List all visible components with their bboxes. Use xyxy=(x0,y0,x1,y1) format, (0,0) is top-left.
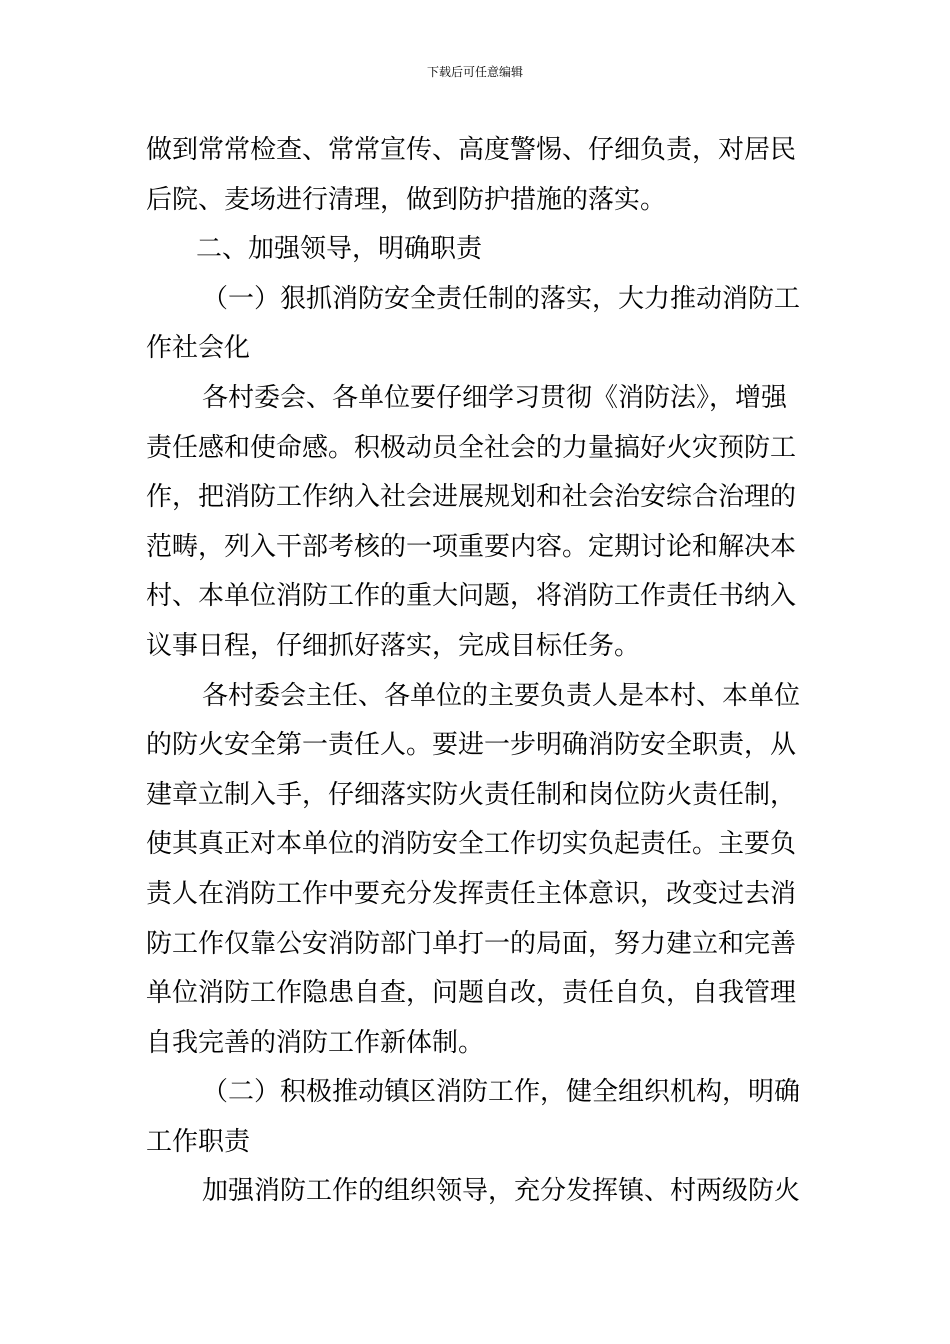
body-line: 建章立制入手，仔细落实防火责任制和岗位防火责任制， xyxy=(146,779,797,810)
body-line: 防工作仅靠公安消防部门单打一的局面，努力建立和完善 xyxy=(146,928,797,959)
paragraph-start: 加强消防工作的组织领导，充分发挥镇、村两级防火 xyxy=(202,1176,801,1207)
body-line: 责人在消防工作中要充分发挥责任主体意识，改变过去消 xyxy=(146,878,797,909)
body-line: 的防火安全第一责任人。要进一步明确消防安全职责，从 xyxy=(146,730,797,761)
document-body xyxy=(146,126,812,1217)
body-line: 作，把消防工作纳入社会进展规划和社会治安综合治理的 xyxy=(146,482,797,513)
page-header: 下载后可任意编辑 xyxy=(426,65,523,79)
body-line: 议事日程，仔细抓好落实，完成目标任务。 xyxy=(146,630,641,661)
paragraph-start: 各村委会、各单位要仔细学习贯彻《消防法》，增强 xyxy=(202,382,788,413)
subsection-heading: （二）积极推动镇区消防工作，健全组织机构，明确 xyxy=(202,1077,801,1108)
body-line: 做到常常检查、常常宣传、高度警惕、仔细负责，对居民 xyxy=(146,135,797,165)
body-line: 自我完善的消防工作新体制。 xyxy=(146,1027,485,1058)
body-line: 村、本单位消防工作的重大问题，将消防工作责任书纳入 xyxy=(146,581,797,612)
body-line: 范畴，列入干部考核的一项重要内容。定期讨论和解决本 xyxy=(146,531,797,562)
section-heading: 二、加强领导，明确职责 xyxy=(196,234,483,265)
body-line: 使其真正对本单位的消防安全工作切实负起责任。主要负 xyxy=(146,829,797,860)
subsection-heading-cont: 工作职责 xyxy=(146,1126,251,1157)
subsection-heading: （一）狠抓消防安全责任制的落实，大力推动消防工 xyxy=(202,283,801,314)
subsection-heading-cont: 作社会化 xyxy=(146,333,251,364)
body-line: 后院、麦场进行清理，做到防护措施的落实。 xyxy=(146,184,667,215)
body-line: 责任感和使命感。积极动员全社会的力量搞好火灾预防工 xyxy=(146,432,797,463)
body-line: 单位消防工作隐患自查，问题自改，责任自负，自我管理 xyxy=(146,978,797,1009)
paragraph-start: 各村委会主任、各单位的主要负责人是本村、本单位 xyxy=(202,680,801,711)
